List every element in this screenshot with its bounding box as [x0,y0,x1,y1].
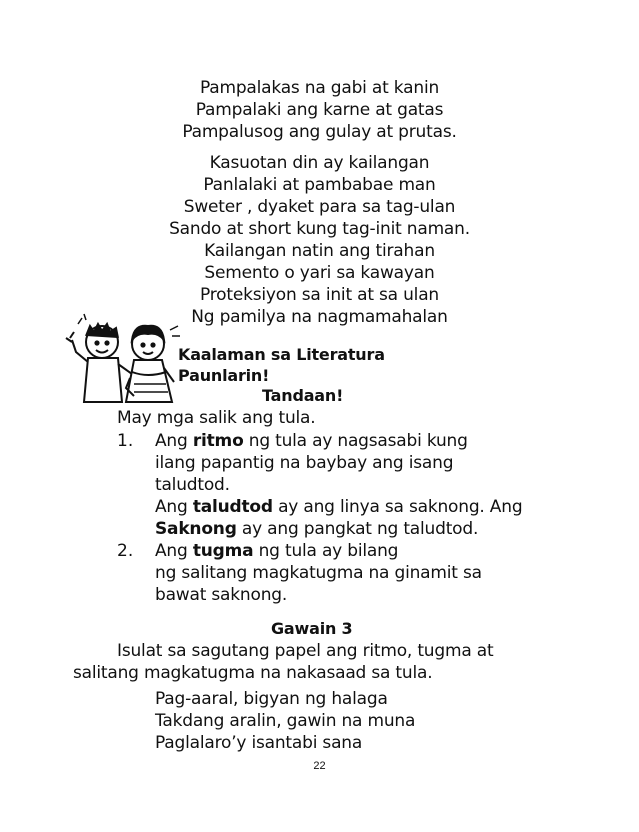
gawain-instruction-line-2: salitang magkatugma na nakasaad sa tula. [73,663,433,683]
text-segment: ng tula ay nagsasabi kung [243,431,468,451]
section-title-line-1: Kaalaman sa Literatura [178,345,385,364]
text-segment: ay ang linya sa saknong. Ang [272,497,523,517]
term-taludtod: taludtod [192,497,273,517]
poem2-line-6: Semento o yari sa kawayan [204,263,435,283]
section-title-line-2: Paunlarin! [178,366,270,385]
intro-text: May mga salik ang tula. [117,408,316,428]
text-segment: Ang [155,431,193,451]
list-item-1-line-1 [155,431,468,451]
gawain-poem-line-3: Paglalaro’y isantabi sana [155,733,363,753]
list-item-1-line-4 [155,497,522,517]
poem2-line-3: Sweter , dyaket para sa tag-ulan [183,197,456,217]
list-item-2-number: 2. [117,541,134,561]
poem2-line-8: Ng pamilya na nagmamahalan [191,307,448,327]
list-item-1-number: 1. [117,431,134,451]
poem2-line-4: Sando at short kung tag-init naman. [169,219,470,239]
poem2-line-1: Kasuotan din ay kailangan [209,153,430,173]
term-tugma: tugma [192,541,254,561]
poem1-line-2: Pampalaki ang karne at gatas [195,100,444,120]
gawain-instruction-line-1: Isulat sa sagutang papel ang ritmo, tugma at [117,641,494,661]
poem1-line-3: Pampalusog ang gulay at prutas. [182,122,457,142]
text-segment: ay ang pangkat ng taludtod. [236,519,479,539]
children-clipart [62,312,192,404]
list-item-2-line-2: ng salitang magkatugma na ginamit sa [155,563,482,583]
term-ritmo: ritmo [192,431,244,451]
text-segment: ng tula ay bilang [253,541,399,561]
list-item-1-line-2: ilang papantig na baybay ang isang [155,453,454,473]
page-number: 22 [313,760,326,772]
tandaan-heading: Tandaan! [262,386,344,405]
poem2-line-2: Panlalaki at pambabae man [203,175,436,195]
poem1-line-1: Pampalakas na gabi at kanin [199,78,440,98]
poem2-line-7: Proteksiyon sa init at sa ulan [200,285,439,305]
gawain-poem-line-2: Takdang aralin, gawin na muna [155,711,416,731]
list-item-2-line-1 [155,541,398,561]
poem2-line-5: Kailangan natin ang tirahan [204,241,435,261]
list-item-2-line-3: bawat saknong. [155,585,288,605]
list-item-1-line-5 [155,519,478,539]
gawain-poem-line-1: Pag-aaral, bigyan ng halaga [155,689,388,709]
text-segment: Ang [155,541,193,561]
text-segment: Ang [155,497,193,517]
term-saknong: Saknong [155,519,237,539]
list-item-1-line-3: taludtod. [155,475,230,495]
gawain-heading: Gawain 3 [271,619,353,638]
